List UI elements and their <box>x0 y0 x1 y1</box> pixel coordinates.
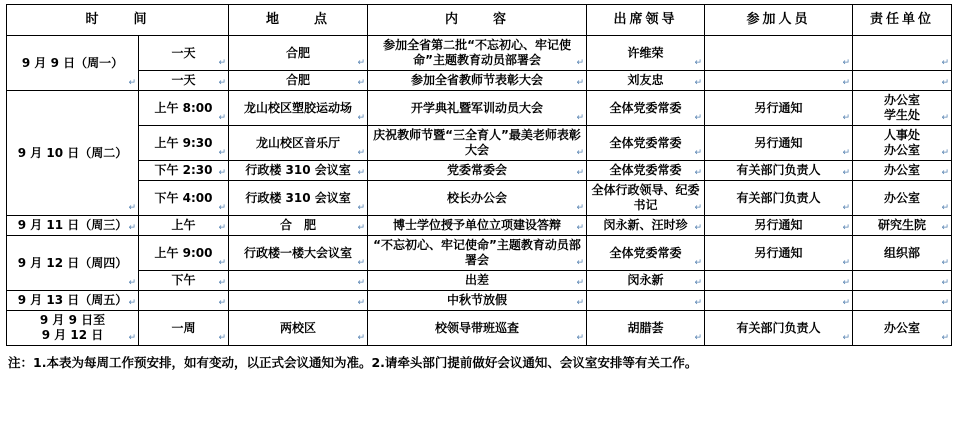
paragraph-mark-icon <box>941 168 949 179</box>
schedule-unit-cell <box>853 291 952 311</box>
paragraph-mark-icon <box>218 333 226 344</box>
schedule-table <box>6 4 952 346</box>
schedule-content-cell: 博士学位授予单位立项建设答辩 ↵ <box>368 216 587 236</box>
schedule-time-cell: 一周 ↵ <box>139 311 229 346</box>
schedule-unit-cell <box>853 271 952 291</box>
paragraph-mark-icon <box>842 278 850 289</box>
schedule-participants-cell <box>705 271 853 291</box>
paragraph-mark-icon <box>576 168 584 179</box>
schedule-date-cell: 9 月 9 日至 9 月 12 日 ↵ <box>7 311 139 346</box>
paragraph-mark-icon <box>842 258 850 269</box>
paragraph-mark-icon <box>576 223 584 234</box>
paragraph-mark-icon <box>357 58 365 69</box>
paragraph-mark-icon <box>218 58 226 69</box>
paragraph-mark-icon <box>357 113 365 124</box>
paragraph-mark-icon <box>218 298 226 309</box>
table-row <box>7 236 952 271</box>
schedule-content-cell: 校领导带班巡查 ↵ <box>368 311 587 346</box>
schedule-time-cell: 上午 9:30 ↵ <box>139 126 229 161</box>
schedule-time-cell: 下午 4:00 ↵ <box>139 181 229 216</box>
paragraph-mark-icon <box>694 78 702 89</box>
schedule-unit-cell: 办公室 ↵ <box>853 311 952 346</box>
paragraph-mark-icon <box>357 223 365 234</box>
schedule-unit-cell: 人事处 办公室 ↵ <box>853 126 952 161</box>
paragraph-mark-icon <box>576 333 584 344</box>
paragraph-mark-icon <box>576 148 584 159</box>
table-row <box>7 161 952 181</box>
paragraph-mark-icon <box>842 333 850 344</box>
schedule-leaders-cell: 闵永新、汪时珍 ↵ <box>587 216 705 236</box>
schedule-time-cell: 上午 8:00 ↵ <box>139 91 229 126</box>
paragraph-mark-icon <box>694 333 702 344</box>
paragraph-mark-icon <box>218 258 226 269</box>
schedule-date-cell: 9 月 11 日（周三） ↵ <box>7 216 139 236</box>
paragraph-mark-icon <box>842 223 850 234</box>
schedule-participants-cell: 有关部门负责人 ↵ <box>705 311 853 346</box>
paragraph-mark-icon <box>941 298 949 309</box>
schedule-leaders-cell <box>587 291 705 311</box>
schedule-time-cell: 下午 2:30 ↵ <box>139 161 229 181</box>
paragraph-mark-icon <box>128 278 136 289</box>
table-row <box>7 71 952 91</box>
paragraph-mark-icon <box>128 298 136 309</box>
schedule-leaders-cell: 全体党委常委 ↵ <box>587 126 705 161</box>
schedule-participants-cell <box>705 71 853 91</box>
schedule-time-cell <box>139 291 229 311</box>
paragraph-mark-icon <box>941 78 949 89</box>
schedule-content-cell: “不忘初心、牢记使命”主题教育动员部署会 ↵ <box>368 236 587 271</box>
paragraph-mark-icon <box>941 278 949 289</box>
schedule-leaders-cell: 全体党委常委 ↵ <box>587 91 705 126</box>
schedule-leaders-cell: 胡腊荟 ↵ <box>587 311 705 346</box>
paragraph-mark-icon <box>694 58 702 69</box>
schedule-content-cell: 出差 ↵ <box>368 271 587 291</box>
schedule-date-cell: 9 月 9 日（周一） ↵ <box>7 36 139 91</box>
schedule-participants-cell: 另行通知 ↵ <box>705 236 853 271</box>
schedule-content-cell: 党委常委会 ↵ <box>368 161 587 181</box>
schedule-unit-cell <box>853 71 952 91</box>
schedule-place-cell <box>229 291 368 311</box>
paragraph-mark-icon <box>941 258 949 269</box>
paragraph-mark-icon <box>941 148 949 159</box>
schedule-leaders-cell: 全体党委常委 ↵ <box>587 236 705 271</box>
schedule-unit-cell <box>853 36 952 71</box>
schedule-unit-cell: 办公室 ↵ <box>853 181 952 216</box>
paragraph-mark-icon <box>576 78 584 89</box>
table-row <box>7 291 952 311</box>
paragraph-mark-icon <box>694 223 702 234</box>
schedule-leaders-cell: 刘友忠 ↵ <box>587 71 705 91</box>
schedule-content-cell: 中秋节放假 ↵ <box>368 291 587 311</box>
paragraph-mark-icon <box>576 203 584 214</box>
paragraph-mark-icon <box>218 223 226 234</box>
schedule-leaders-cell: 闵永新 ↵ <box>587 271 705 291</box>
paragraph-mark-icon <box>694 203 702 214</box>
paragraph-mark-icon <box>128 203 136 214</box>
paragraph-mark-icon <box>941 113 949 124</box>
paragraph-mark-icon <box>842 78 850 89</box>
paragraph-mark-icon <box>576 258 584 269</box>
schedule-content-cell: 校长办公会 ↵ <box>368 181 587 216</box>
schedule-time-cell: 上午 ↵ <box>139 216 229 236</box>
schedule-place-cell: 行政楼一楼大会议室 ↵ <box>229 236 368 271</box>
paragraph-mark-icon <box>576 58 584 69</box>
paragraph-mark-icon <box>357 168 365 179</box>
paragraph-mark-icon <box>218 78 226 89</box>
paragraph-mark-icon <box>218 203 226 214</box>
paragraph-mark-icon <box>941 333 949 344</box>
footnote: 注：1.本表为每周工作预安排，如有变动，以正式会议通知为准。2.请牵头部门提前做好会议通知、会议室安排等有关工作。 <box>8 355 698 370</box>
table-row <box>7 91 952 126</box>
schedule-participants-cell <box>705 291 853 311</box>
schedule-unit-cell: 组织部 ↵ <box>853 236 952 271</box>
paragraph-mark-icon <box>842 58 850 69</box>
paragraph-mark-icon <box>357 78 365 89</box>
table-row <box>7 181 952 216</box>
column-header-place: 地 点 <box>229 5 368 36</box>
table-row <box>7 311 952 346</box>
schedule-content-cell: 参加全省教师节表彰大会 ↵ <box>368 71 587 91</box>
schedule-unit-cell: 研究生院 ↵ <box>853 216 952 236</box>
schedule-time-cell: 一天 ↵ <box>139 36 229 71</box>
schedule-place-cell: 两校区 ↵ <box>229 311 368 346</box>
schedule-body <box>7 36 952 346</box>
paragraph-mark-icon <box>842 148 850 159</box>
paragraph-mark-icon <box>941 58 949 69</box>
schedule-leaders-cell: 许维荣 ↵ <box>587 36 705 71</box>
paragraph-mark-icon <box>694 298 702 309</box>
paragraph-mark-icon <box>357 298 365 309</box>
paragraph-mark-icon <box>694 113 702 124</box>
column-header-time: 时 间 <box>7 5 229 36</box>
schedule-unit-cell: 办公室 学生处 ↵ <box>853 91 952 126</box>
schedule-leaders-cell: 全体党委常委 ↵ <box>587 161 705 181</box>
column-header-content: 内 容 <box>368 5 587 36</box>
paragraph-mark-icon <box>941 223 949 234</box>
paragraph-mark-icon <box>694 278 702 289</box>
schedule-place-cell: 合肥 ↵ <box>229 36 368 71</box>
paragraph-mark-icon <box>842 113 850 124</box>
paragraph-mark-icon <box>694 148 702 159</box>
schedule-participants-cell: 另行通知 ↵ <box>705 126 853 161</box>
schedule-participants-cell: 另行通知 ↵ <box>705 91 853 126</box>
table-header-row <box>7 5 952 36</box>
paragraph-mark-icon <box>218 168 226 179</box>
schedule-time-cell: 上午 9:00 ↵ <box>139 236 229 271</box>
paragraph-mark-icon <box>357 203 365 214</box>
schedule-place-cell <box>229 271 368 291</box>
schedule-place-cell: 合肥 ↵ <box>229 71 368 91</box>
schedule-leaders-cell: 全体行政领导、纪委书记 ↵ <box>587 181 705 216</box>
paragraph-mark-icon <box>941 203 949 214</box>
paragraph-mark-icon <box>576 113 584 124</box>
schedule-place-cell: 龙山校区音乐厅 ↵ <box>229 126 368 161</box>
paragraph-mark-icon <box>218 148 226 159</box>
schedule-date-cell: 9 月 10 日（周二） ↵ <box>7 91 139 216</box>
schedule-place-cell: 龙山校区塑胶运动场 ↵ <box>229 91 368 126</box>
schedule-content-cell: 庆祝教师节暨“三全育人”最美老师表彰大会 ↵ <box>368 126 587 161</box>
schedule-place-cell: 行政楼 310 会议室 ↵ <box>229 181 368 216</box>
paragraph-mark-icon <box>218 278 226 289</box>
paragraph-mark-icon <box>842 168 850 179</box>
paragraph-mark-icon <box>128 78 136 89</box>
paragraph-mark-icon <box>218 113 226 124</box>
paragraph-mark-icon <box>357 333 365 344</box>
table-row <box>7 36 952 71</box>
schedule-time-cell: 下午 ↵ <box>139 271 229 291</box>
schedule-unit-cell: 办公室 ↵ <box>853 161 952 181</box>
column-header-participants: 参加人员 <box>705 5 853 36</box>
paragraph-mark-icon <box>576 278 584 289</box>
table-row <box>7 216 952 236</box>
paragraph-mark-icon <box>357 148 365 159</box>
paragraph-mark-icon <box>842 203 850 214</box>
schedule-participants-cell: 另行通知 ↵ <box>705 216 853 236</box>
column-header-unit: 责任单位 <box>853 5 952 36</box>
schedule-participants-cell: 有关部门负责人 ↵ <box>705 181 853 216</box>
schedule-place-cell: 合 肥 ↵ <box>229 216 368 236</box>
table-row <box>7 126 952 161</box>
paragraph-mark-icon <box>357 278 365 289</box>
paragraph-mark-icon <box>694 258 702 269</box>
paragraph-mark-icon <box>357 258 365 269</box>
column-header-leaders: 出席领导 <box>587 5 705 36</box>
paragraph-mark-icon <box>576 298 584 309</box>
schedule-participants-cell: 有关部门负责人 ↵ <box>705 161 853 181</box>
paragraph-mark-icon <box>842 298 850 309</box>
schedule-content-cell: 开学典礼暨军训动员大会 ↵ <box>368 91 587 126</box>
schedule-content-cell: 参加全省第二批“不忘初心、牢记使命”主题教育动员部署会 ↵ <box>368 36 587 71</box>
schedule-place-cell: 行政楼 310 会议室 ↵ <box>229 161 368 181</box>
table-row <box>7 271 952 291</box>
paragraph-mark-icon <box>128 223 136 234</box>
schedule-participants-cell <box>705 36 853 71</box>
schedule-time-cell: 一天 ↵ <box>139 71 229 91</box>
schedule-date-cell: 9 月 13 日（周五） ↵ <box>7 291 139 311</box>
paragraph-mark-icon <box>694 168 702 179</box>
paragraph-mark-icon <box>128 333 136 344</box>
schedule-date-cell: 9 月 12 日（周四） ↵ <box>7 236 139 291</box>
